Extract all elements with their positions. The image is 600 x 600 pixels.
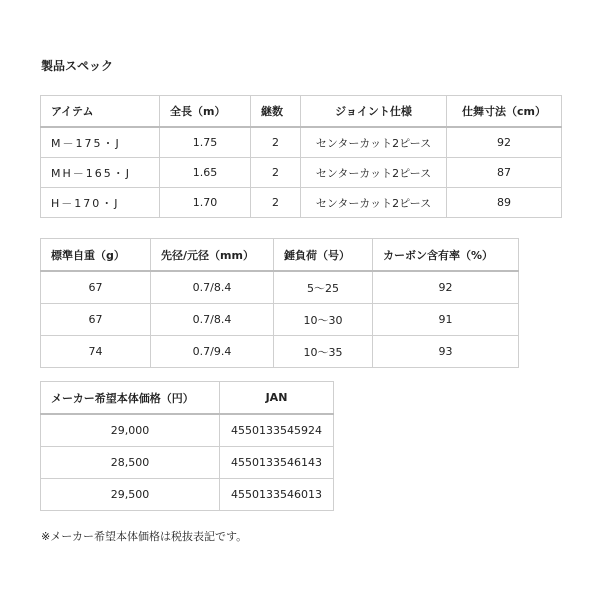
cell-carbon-content: 92 — [373, 271, 519, 304]
weight-table — [40, 238, 519, 368]
cell-item: H－170・J — [41, 188, 160, 218]
price-table — [40, 381, 334, 511]
cell-jan: 4550133546013 — [220, 479, 334, 511]
header-joint: ジョイント仕様 — [301, 96, 447, 128]
price-note: ※メーカー希望本体価格は税抜表記です。 — [41, 530, 248, 543]
table-row — [41, 271, 519, 304]
cell-weight: 67 — [41, 271, 151, 304]
table-header-row — [41, 239, 519, 272]
table-row — [41, 304, 519, 336]
section-title: 製品スペック — [41, 59, 114, 73]
cell-price: 28,500 — [41, 447, 220, 479]
cell-jan: 4550133545924 — [220, 414, 334, 447]
header-sinker-load: 錘負荷（号） — [274, 239, 373, 272]
header-length: 全長（m） — [160, 96, 251, 128]
cell-diameter: 0.7/8.4 — [151, 271, 274, 304]
cell-closed-length: 87 — [447, 158, 562, 188]
header-closed-length: 仕舞寸法（cm） — [447, 96, 562, 128]
cell-price: 29,000 — [41, 414, 220, 447]
header-carbon-content: カーボン含有率（%） — [373, 239, 519, 272]
table-row — [41, 414, 334, 447]
cell-jan: 4550133546143 — [220, 447, 334, 479]
table-row — [41, 336, 519, 368]
cell-joint: センターカット2ピース — [301, 127, 447, 158]
cell-weight: 67 — [41, 304, 151, 336]
header-pieces: 継数 — [251, 96, 301, 128]
table-row — [41, 127, 562, 158]
cell-length: 1.75 — [160, 127, 251, 158]
table-row — [41, 188, 562, 218]
cell-sinker-load: 10～35 — [274, 336, 373, 368]
cell-joint: センターカット2ピース — [301, 158, 447, 188]
cell-closed-length: 92 — [447, 127, 562, 158]
cell-carbon-content: 91 — [373, 304, 519, 336]
header-jan: JAN — [220, 382, 334, 415]
header-item: アイテム — [41, 96, 160, 128]
table-row — [41, 479, 334, 511]
cell-price: 29,500 — [41, 479, 220, 511]
cell-sinker-load: 5～25 — [274, 271, 373, 304]
cell-pieces: 2 — [251, 127, 301, 158]
cell-diameter: 0.7/8.4 — [151, 304, 274, 336]
cell-pieces: 2 — [251, 188, 301, 218]
header-weight: 標準自重（g） — [41, 239, 151, 272]
header-price: メーカー希望本体価格（円） — [41, 382, 220, 415]
cell-closed-length: 89 — [447, 188, 562, 218]
table-row — [41, 158, 562, 188]
cell-item: M－175・J — [41, 127, 160, 158]
cell-joint: センターカット2ピース — [301, 188, 447, 218]
cell-pieces: 2 — [251, 158, 301, 188]
cell-length: 1.65 — [160, 158, 251, 188]
table-row — [41, 447, 334, 479]
cell-length: 1.70 — [160, 188, 251, 218]
cell-weight: 74 — [41, 336, 151, 368]
table-header-row — [41, 382, 334, 415]
header-diameter: 先径/元径（mm） — [151, 239, 274, 272]
cell-diameter: 0.7/9.4 — [151, 336, 274, 368]
cell-carbon-content: 93 — [373, 336, 519, 368]
cell-item: MH－165・J — [41, 158, 160, 188]
table-header-row — [41, 96, 562, 128]
spec-table — [40, 95, 562, 218]
cell-sinker-load: 10～30 — [274, 304, 373, 336]
